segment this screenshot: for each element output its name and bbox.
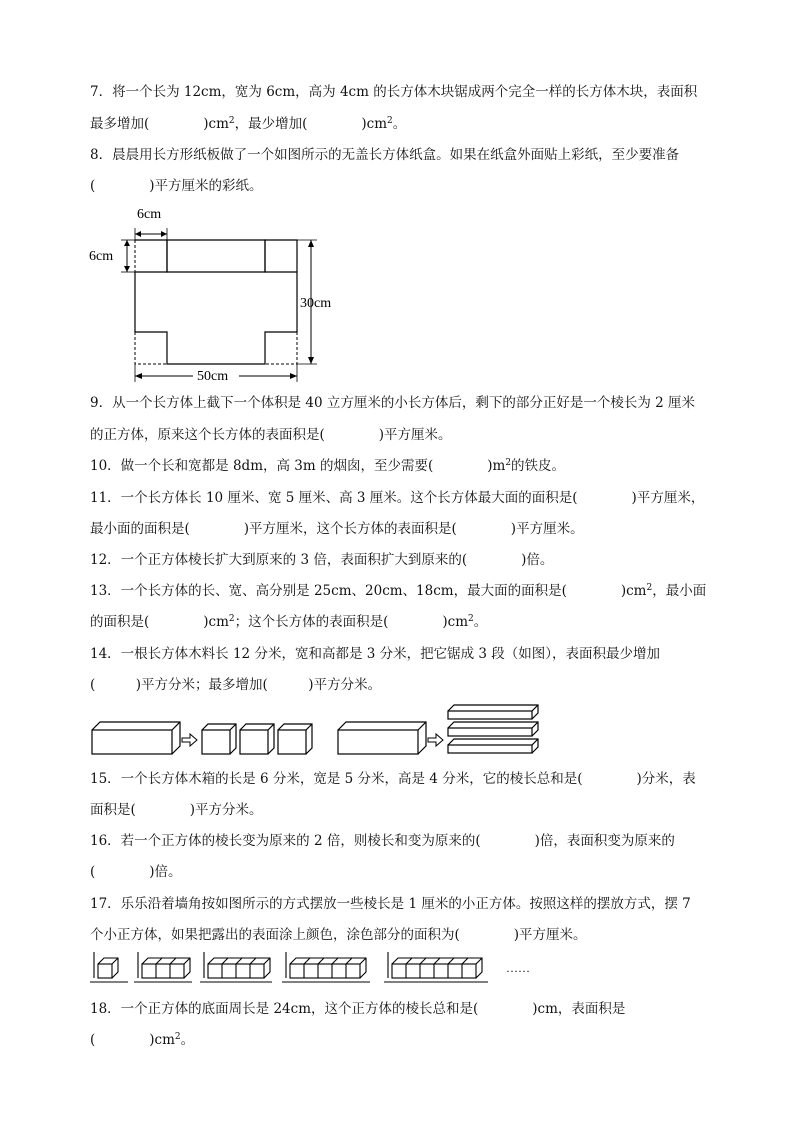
q13-line1	[90, 582, 706, 600]
q16-line1: 16．若一个正方体的棱长变为原来的 2 倍，则棱长和变为原来的( )倍，表面积变为原来的	[90, 833, 675, 849]
q10-end: 的铁皮。	[511, 458, 566, 474]
q9-line2: 的正方体，原来这个长方体的表面积是( )平方厘米。	[90, 427, 452, 443]
q13-text-b: ，最小面	[652, 583, 707, 599]
q15-line1: 15．一个长方体木箱的长是 6 分米，宽是 5 分米，高是 4 分米，它的棱长总和是( )分米，表	[90, 771, 696, 787]
cube-group-2	[134, 952, 192, 982]
q10-text: 10．做一个长和宽都是 8dm，高 3m 的烟囱，至少需要( )m	[90, 458, 506, 474]
q7-sup-2: 2	[387, 116, 393, 126]
q18-line1: 18．一个正方体的底面周长是 24cm，这个正方体的棱长总和是( )cm，表面积是	[90, 1001, 626, 1017]
three-slabs	[448, 705, 538, 753]
arrow-right-2	[428, 734, 443, 746]
q18-sup: 2	[174, 1032, 181, 1042]
label-left-6cm: 6cm	[89, 249, 114, 264]
q12-line1: 12．一个正方体棱长扩大到原来的 3 倍，表面积扩大到原来的( )倍。	[90, 552, 554, 568]
cube-group-5	[384, 952, 488, 982]
arrow-right-1	[182, 734, 197, 746]
q16-line2: ( )倍。	[90, 864, 182, 880]
q11-line2: 最小面的面积是( )平方厘米，这个长方体的表面积是( )平方厘米。	[90, 521, 584, 537]
q10-line1	[90, 457, 565, 475]
q15-line2: 面积是( )平方分米。	[90, 802, 263, 818]
q8-cardboard-figure	[85, 200, 345, 390]
q17-line1: 17．乐乐沿着墙角按如图所示的方式摆放一些棱长是 1 厘米的小正方体。按照这样的摆放方式，摆 7	[90, 896, 691, 912]
q18-blank-area: ( )cm	[90, 1032, 175, 1048]
q7-sup-1: 2	[228, 116, 235, 126]
cube-group-4	[282, 952, 370, 982]
q14-wood-cut-figure	[88, 700, 548, 760]
q7-blank-max: 最多增加( )cm	[90, 116, 229, 132]
label-right-30cm: 30cm	[300, 296, 332, 311]
cube-group-1	[90, 952, 128, 982]
q18-end: 。	[180, 1032, 195, 1048]
q17-cubes-figure	[88, 948, 548, 988]
q7-blank-min: ，最少增加( )cm	[234, 116, 388, 132]
cube-group-3	[200, 952, 272, 982]
q9-line1: 9．从一个长方体上截下一个体积是 40 立方厘米的小长方体后，剩下的部分正好是一个棱长为 2 厘米	[90, 395, 696, 411]
board-solid-outline	[135, 240, 297, 364]
q13-line2	[90, 613, 487, 631]
q7-end: 。	[392, 116, 407, 132]
board-outline	[135, 240, 297, 272]
q17-ellipsis: ……	[506, 961, 530, 975]
q10-sup: 2	[505, 458, 512, 468]
q7-line1: 7．将一个长为 12cm，宽为 6cm，高为 4cm 的长方体木块锯成两个完全一样的长方体木块，表面积	[90, 84, 698, 100]
q13-sup-3: 2	[468, 614, 474, 624]
corner-dashed-lines	[135, 240, 297, 364]
q14-line2: ( )平方分米；最多增加( )平方分米。	[90, 677, 382, 693]
q13-text-a: 13．一个长方体的长、宽、高分别是 25cm、20cm、18cm，最大面的面积是( )cm	[90, 583, 647, 599]
q11-line1: 11．一个长方体长 10 厘米、宽 5 厘米、高 3 厘米。这个长方体最大面的面积是( )平方厘米，	[90, 490, 705, 506]
q17-line2: 个小正方体，如果把露出的表面涂上颜色，涂色部分的面积为( )平方厘米。	[90, 927, 587, 943]
label-bottom-50cm: 50cm	[197, 369, 229, 384]
q13-sup-2: 2	[228, 614, 235, 624]
q7-line2	[90, 115, 406, 133]
q8-line2: ( )平方厘米的彩纸。	[90, 178, 263, 194]
q14-line1: 14．一根长方体木料长 12 分米，宽和高都是 3 分米，把它锯成 3 段（如图），表面积最少增加	[90, 646, 661, 662]
q8-line1: 8．晨晨用长方形纸板做了一个如图所示的无盖长方体纸盒。如果在纸盒外面贴上彩纸，至少要准备	[90, 147, 680, 163]
q13-end: 。	[473, 614, 488, 630]
q18-line2	[90, 1031, 194, 1049]
long-block-left	[92, 722, 180, 754]
long-block-right	[338, 722, 426, 754]
q13-sup-1: 2	[646, 583, 653, 593]
q13-text-d: ；这个长方体的表面积是( )cm	[234, 614, 469, 630]
label-top-6cm: 6cm	[137, 207, 162, 222]
three-pieces	[202, 724, 312, 754]
q13-text-c: 的面积是( )cm	[90, 614, 229, 630]
